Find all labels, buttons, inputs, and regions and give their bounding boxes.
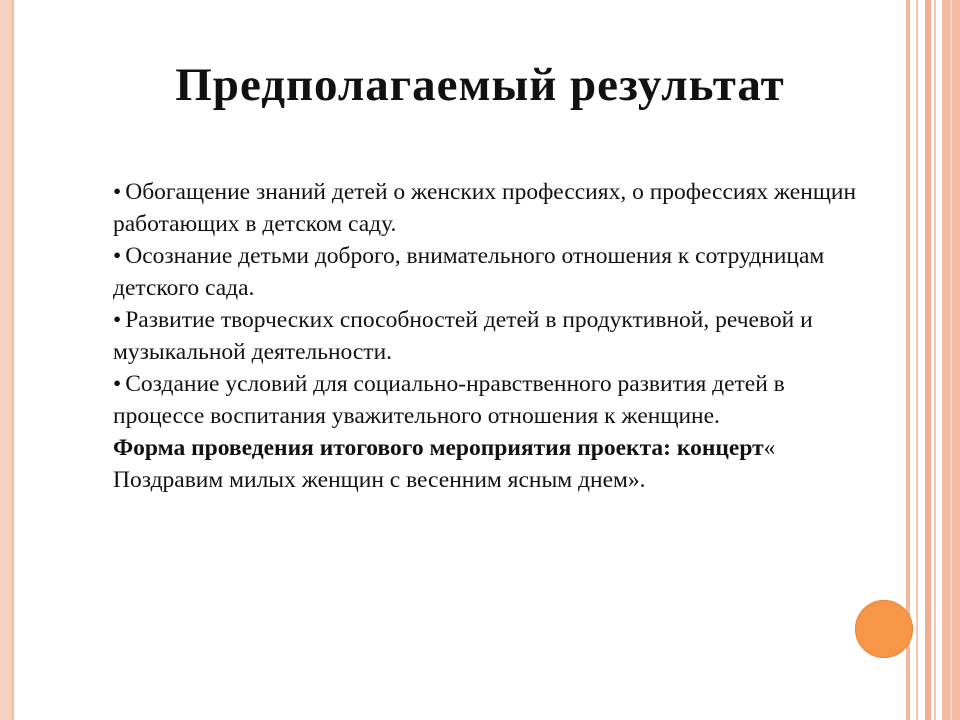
- bullet-item: [113, 304, 873, 368]
- orange-circle-decoration: [855, 600, 913, 658]
- bullet-text: Осознание детьми доброго, внимательного отношения к сотрудницам детского сада.: [113, 243, 825, 301]
- final-normal-text: « Поздравим милых женщин с весенним ясным днем».: [113, 435, 776, 493]
- bullet-item: [113, 240, 873, 304]
- bullet-text: Развитие творческих способностей детей в продуктивной, речевой и музыкальной деятельности.: [113, 307, 813, 365]
- bullet-text: Обогащение знаний детей о женских профессиях, о профессиях женщин работающих в детском саду.: [113, 179, 857, 237]
- bullet-item: [113, 368, 873, 432]
- slide-title: Предполагаемый результат: [175, 59, 785, 111]
- bullet-text: Создание условий для социально-нравственного развития детей в процессе воспитания уважительного отношения к женщине.: [113, 371, 785, 429]
- bullet-icon: •: [113, 243, 122, 269]
- bullet-icon: •: [113, 307, 122, 333]
- bullet-item: [113, 176, 873, 240]
- slide-body: [113, 176, 873, 496]
- bullet-icon: •: [113, 371, 122, 397]
- final-bold-text: Форма проведения итогового мероприятия проекта: концерт: [113, 435, 764, 461]
- final-paragraph: [113, 432, 873, 496]
- bullet-icon: •: [113, 179, 122, 205]
